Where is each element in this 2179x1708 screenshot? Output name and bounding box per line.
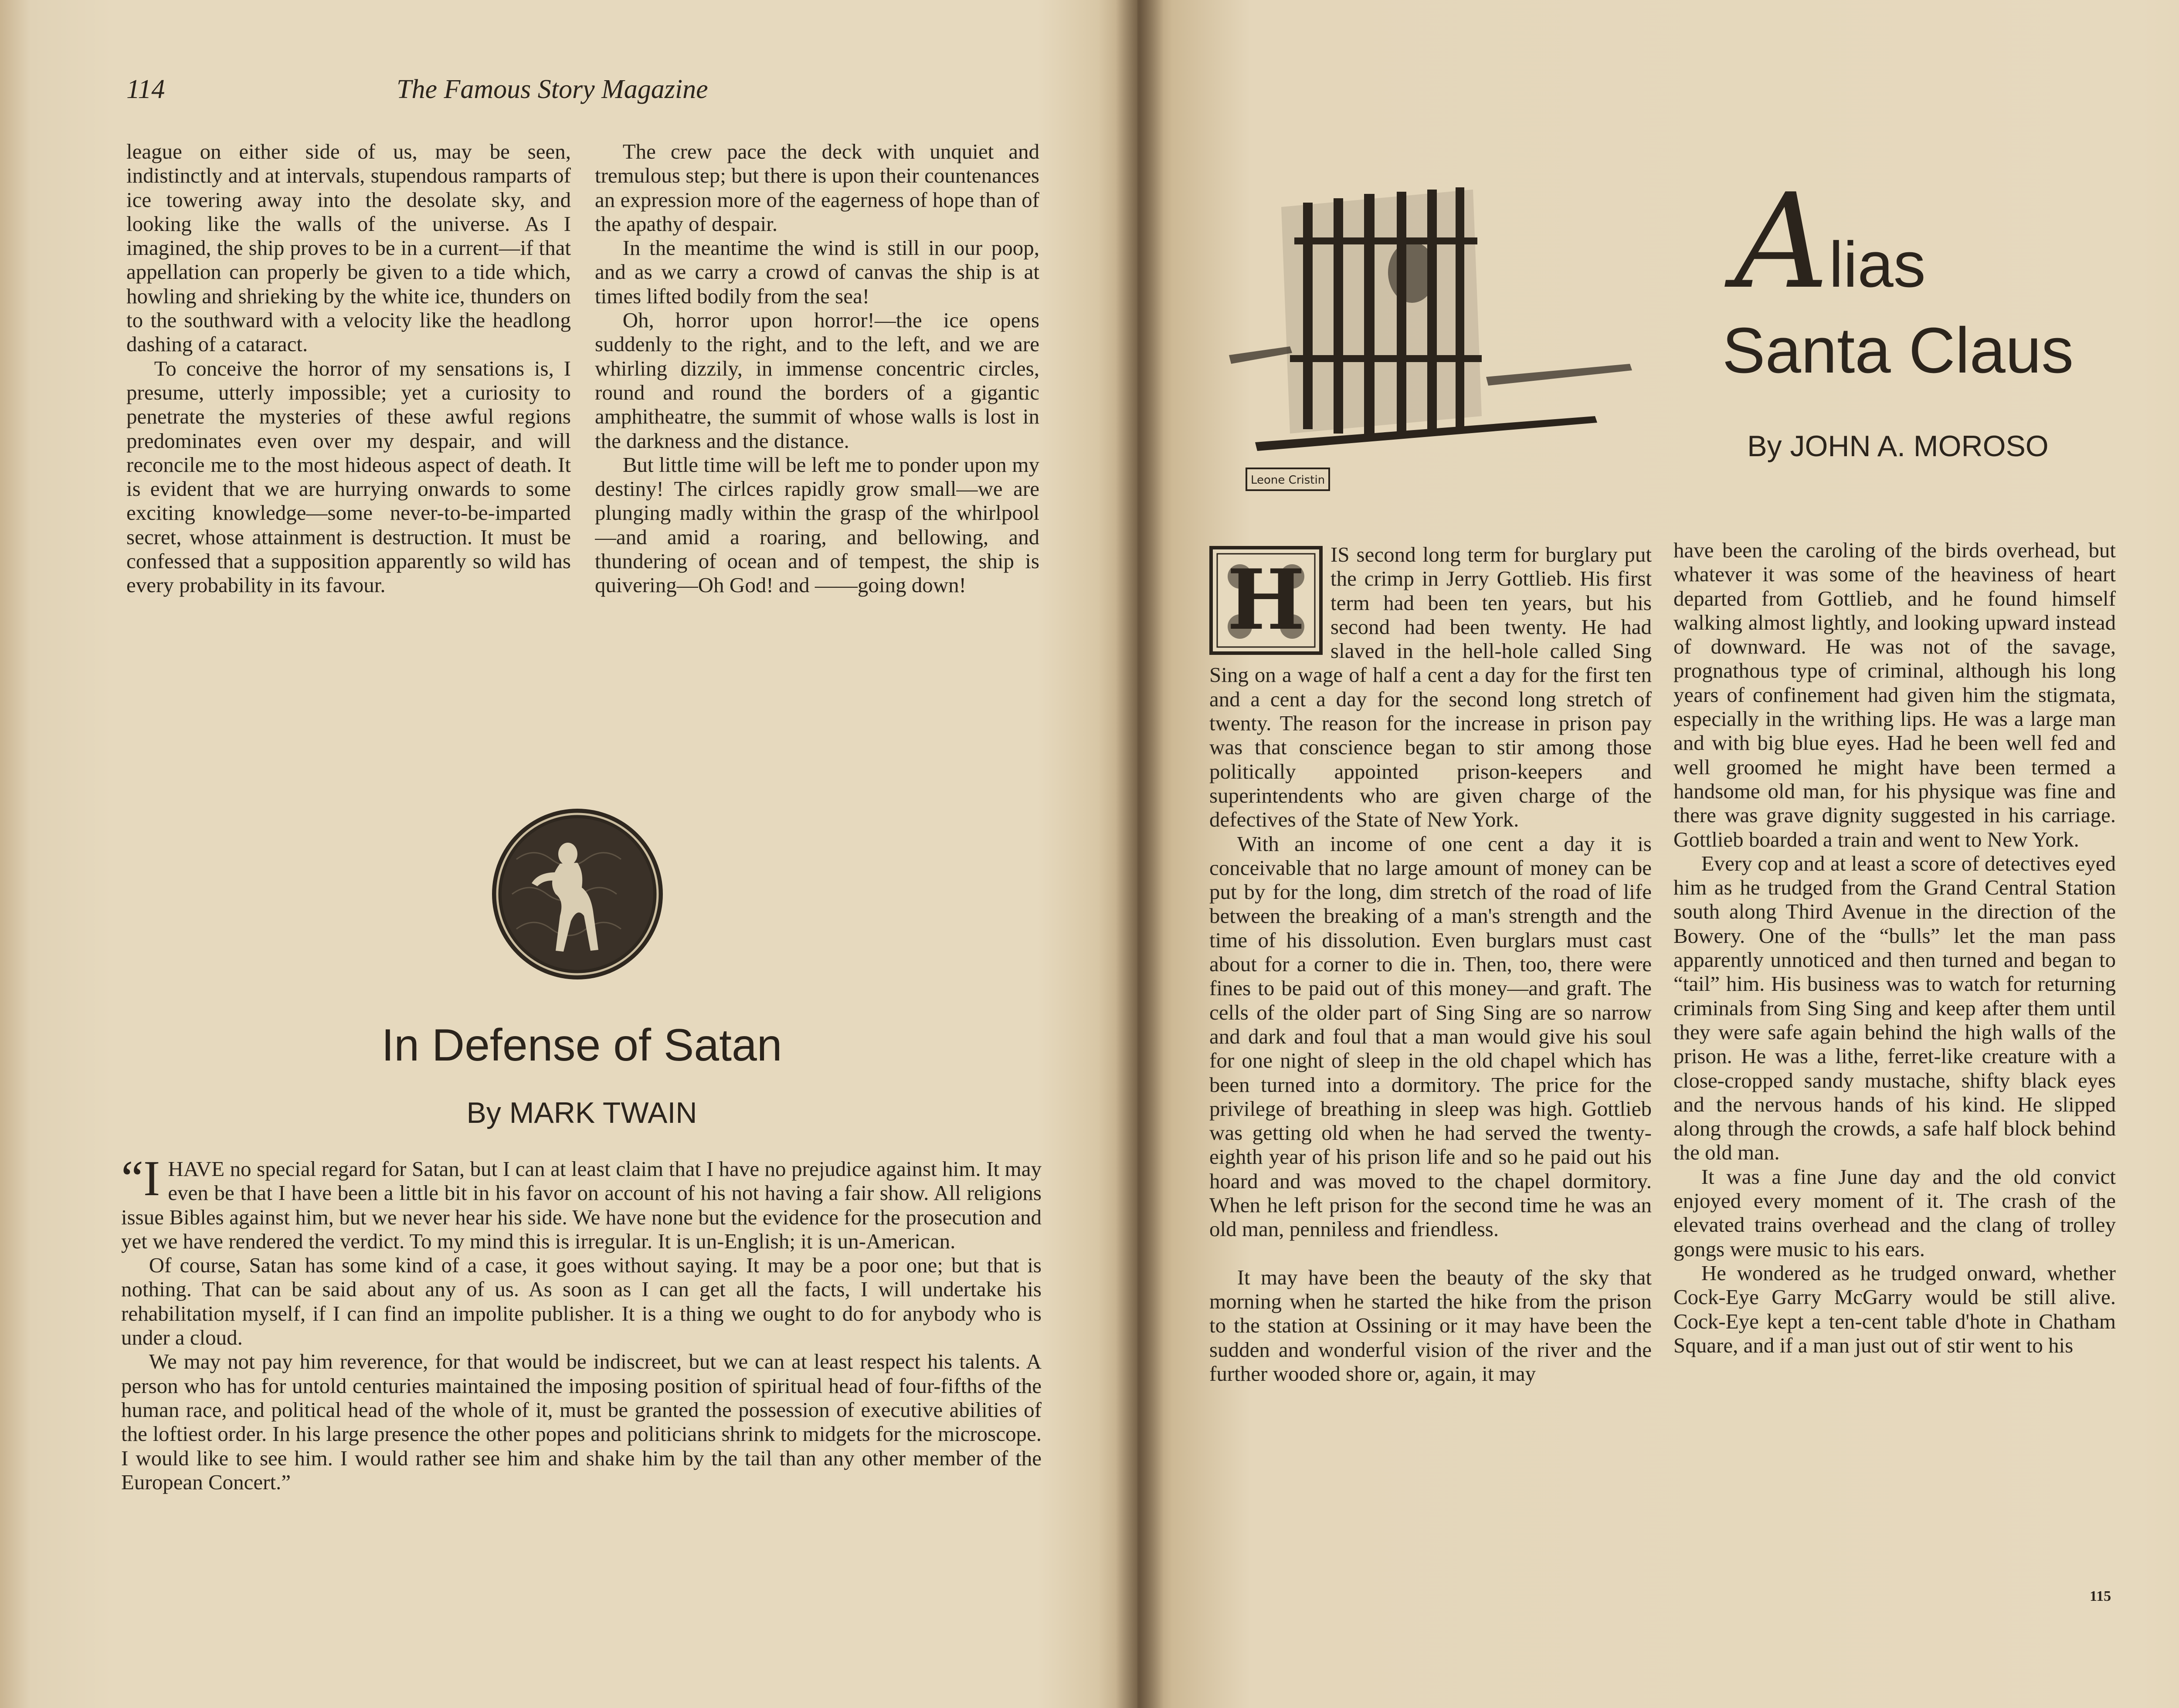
right-col1-paragraph: IS second long term for burglary put the crimp in Jerry Gottlieb. His first term had been ten years, but his second had been twenty. He had slaved in the hell-hole called Sing Sing on a wage of half a cent a day for the first ten and a cent a day for the second long stretch of twenty. The reason for the increase in prison pay was that conscience began to stir among those politically appointed prison-keepers and superintendents who are given charge of the defectives of the State of New York. [1209,542,1652,832]
left-column-2 [595,139,1039,728]
right-page-number: 115 [2090,1588,2111,1604]
alias-initial: A [1734,166,1829,318]
left-col1-paragraph: league on either side of us, may be seen, indistinctly and at intervals, stupendous ramparts of ice towering away into the desolate sky, and looking like the walls of the universe. As I imagined, the ship proves to be in a current—if that appellation can properly be given to a tide which, howling and shrieking by the white ice, thunders on to the southward with a velocity like the headlong dashing of a cataract. [126,139,571,356]
left-col2-paragraph: Oh, horror upon horror!—the ice opens suddenly to the right, and to the left, and we are whirling dizzily, in immense concentric circles, round and round the borders of a gigantic amphitheatre, the summit of whose walls is lost in the darkness and the distance. [595,308,1039,453]
left-col2-paragraph: In the meantime the wind is still in our poop, and as we carry a crowd of canvas the ship is at times lifted bodily from the sea! [595,236,1039,308]
left-col2-paragraph: But little time will be left me to ponder upon my destiny! The cirlces rapidly grow small—we are plunging madly within the grasp of the whirlpool —and amid a roaring, and bellowing, and thundering of ocean and of tempest, the ship is quivering—Oh God! and ——going down! [595,452,1039,597]
story-title-santa-claus: Santa Claus [1722,315,2074,386]
running-head-title: The Famous Story Magazine [397,75,708,104]
satan-medallion-icon [490,807,665,981]
alias-text: lias [1829,229,1926,301]
left-page-number: 114 [126,75,165,104]
satan-paragraph: We may not pay him reverence, for that would be indiscreet, but we can at least respect his talents. A person who has for untold centuries maintained the imposing position of spiritual head of four-fifths of the human race, and political head of the whole of it, must be granted the possession of executive abilities of the loftiest order. In his large presence the other popes and politicians shrink to midgets for the microscope. I would like to see him. I would rather see him and shake him by the tail than any other member of the European Concert.” [121,1349,1042,1494]
satan-story-text [121,1157,1042,1571]
left-column-1 [126,139,571,728]
satan-first-paragraph-text: HAVE no special regard for Satan, but I can at least claim that I have no prejudice against him. It may even be that I have been a little bit in his favor on account of his not having a fair show. All religions issue Bibles against him, but we never hear his side. We have none but the evidence for the prosecution and yet we have rendered the verdict. To my mind this is irregular. It is un-English; it is un-American. [121,1157,1042,1253]
left-col1-paragraph: To conceive the horror of my sensations is, I presume, utterly impossible; yet a curiosity to penetrate the mysteries of these awful regions predominates even over my despair, and will reconcile me to the most hideous aspect of death. It is evident that we are hurrying onwards to some exciting knowledge—some never-to-be-imparted secret, whose attainment is destruction. It must be confessed that a supposition apparently so wild has every probability in its favour. [126,356,571,597]
right-col2-paragraph: Every cop and at least a score of detectives eyed him as he trudged from the Grand Central Station south along Third Avenue in the direction of the Bowery. One of the “bulls” let the man pass apparently unnoticed and then turned and began to “tail” him. His business was to watch for returning criminals from Sing Sing and keep after them until they were safe again behind the high walls of the prison. He was a lithe, ferret-like creature with a close-cropped sandy mustache, shifty black eyes and the nervous hands of his kind. He slipped along through the crowds, a safe half block behind the old man. [1673,851,2116,1165]
satan-dropcap: “I [121,1157,160,1206]
prison-bars-illustration-icon [1203,172,1673,495]
satan-paragraph: Of course, Satan has some kind of a case, it goes without saying. It may be a poor one; but that is nothing. That can be said about any of us. As soon as I can get all the facts, I will undertake his rehabilitation myself, if I can find an impolite publisher. It is a thing we ought to do for anybody who is under a cloud. [121,1253,1042,1350]
ornamental-dropcap-icon [1209,546,1323,655]
story-title-satan: In Defense of Satan [381,1020,782,1071]
illustration-signature: Leone Cristin [1251,474,1325,487]
right-column-1 [1209,542,1652,1588]
story-title-alias [1734,166,1926,318]
byline-mark-twain: By MARK TWAIN [466,1096,697,1129]
right-col1-paragraph: With an income of one cent a day it is conceivable that no large amount of money can be put by for the long, dim stretch of the road of life between the breaking of a man's strength and the time of his dissolution. Even burglars must cast about for a corner to die in. Then, too, there were fines to be paid out of this money—and graft. The cells of the older part of Sing Sing are so narrow and dark and foul that a man would give his soul for one night of sleep in the old chapel which has been turned into a dormitory. The price for the privilege of breathing in sleep was high. Gottlieb was getting old when he had served the twenty-eighth year of his prison life and so he paid out his hoard and was moved to the chapel dormitory. When he left prison for the second time he was an old man, penniless and friendless. [1209,831,1652,1241]
dropcap-letter: H [1227,551,1305,648]
right-col1-paragraph: It may have been the beauty of the sky that morning when he started the hike from the prison to the station at Ossining or it may have been the sudden and wonderful vision of the river and the further wooded shore or, again, it may [1209,1265,1652,1386]
satan-first-paragraph [121,1157,1042,1253]
book-gutter [1116,0,1164,1708]
right-col2-paragraph: have been the caroling of the birds overhead, but whatever it was some of the heaviness of heart departed from Gottlieb, and he found himself walking almost lightly, and looking upward instead of downward. He was not of the savage, prognathous type of criminal, although his long years of confinement had given him the stigmata, especially in the writhing lips. He was a large man and with big blue eyes. Had he been well fed and well groomed he might have been termed a handsome old man, for his physique was fine and there was grave dignity suggested in his carriage. Gottlieb boarded a train and went to New York. [1673,538,2116,851]
right-col2-paragraph: He wondered as he trudged onward, whether Cock-Eye Garry McGarry would be still alive. Cock-Eye kept a ten-cent table d'hote in Chatham Square, and if a man just out of stir went to his [1673,1261,2116,1357]
byline-john-moroso: By JOHN A. MOROSO [1747,430,2049,463]
right-col2-paragraph: It was a fine June day and the old convict enjoyed every moment of it. The crash of the elevated trains overhead and the clang of trolley gongs were music to his ears. [1673,1164,2116,1261]
right-column-2 [1673,538,2116,1593]
left-col2-paragraph: The crew pace the deck with unquiet and tremulous step; but there is upon their countenances an expression more of the eagerness of hope than of the apathy of despair. [595,139,1039,236]
